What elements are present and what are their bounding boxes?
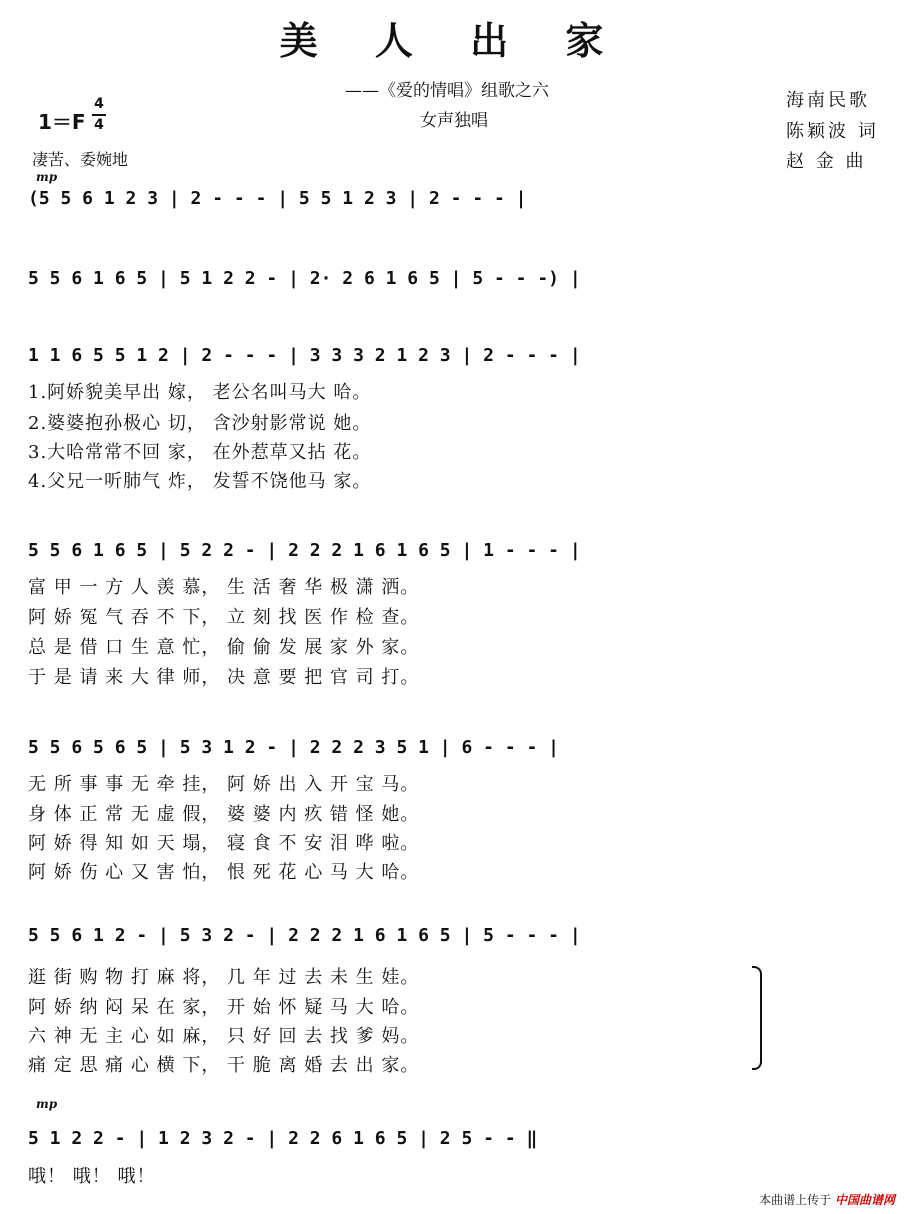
repeat-brace [752,966,762,1070]
lyric-line: 无 所 事 事 无 牵 挂， 阿 娇 出 入 开 宝 马。 [28,774,420,795]
key-signature: 1＝F [38,110,86,134]
credit-origin: 海南民歌 [786,90,870,111]
lyric-line: 阿 娇 伤 心 又 害 怕， 恨 死 花 心 马 大 哈。 [28,862,420,883]
lyric-line: 阿 娇 冤 气 吞 不 下， 立 刻 找 医 作 检 查。 [28,607,420,628]
notation-line: 5 5 6 1 6 5 | 5 1 2 2 - | 2· 2 6 1 6 5 | 5 - - -) | [28,268,581,289]
lyric-line: 阿 娇 纳 闷 呆 在 家， 开 始 怀 疑 马 大 哈。 [28,997,420,1018]
lyric-line: 六 神 无 主 心 如 麻， 只 好 回 去 找 爹 妈。 [28,1026,420,1047]
lyric-line: 富 甲 一 方 人 羡 慕， 生 活 奢 华 极 潇 洒。 [28,577,420,598]
lyric-line: 于 是 请 来 大 律 师， 决 意 要 把 官 司 打。 [28,667,420,688]
notation-line: (5 5 6 1 2 3 | 2 - - - | 5 5 1 2 3 | 2 - - - | [28,188,527,209]
subtitle: ——《爱的情唱》组歌之六 [345,81,549,101]
upload-credit: 本曲谱上传于 中国曲谱网 [759,1193,895,1207]
lyric-line: 4.父兄一听肺气 炸， 发誓不饶他马 家。 [28,471,372,492]
lyric-line: 逛 街 购 物 打 麻 将， 几 年 过 去 未 生 娃。 [28,967,420,988]
notation-line: 1 1 6 5 5 1 2 | 2 - - - | 3 3 3 2 1 2 3 | 2 - - - | [28,345,581,366]
dynamic-mark: mp [36,1097,58,1111]
page-title: 美 人 出 家 [279,18,626,63]
credit-composer: 赵 金 曲 [786,151,867,172]
notation-line: 5 5 6 1 6 5 | 5 2 2 - | 2 2 2 1 6 1 6 5 | 1 - - - | [28,540,581,561]
lyric-line: 总 是 借 口 生 意 忙， 偷 偷 发 展 家 外 家。 [28,637,420,658]
lyric-line: 哦！ 哦！ 哦！ [28,1166,156,1187]
expression-mark: 凄苦、委婉地 [32,150,129,169]
notation-line: 5 5 6 5 6 5 | 5 3 1 2 - | 2 2 2 3 5 1 | 6 - - - | [28,737,560,758]
site-logo[interactable]: 中国曲谱网 [834,1193,895,1207]
lyric-line: 阿 娇 得 知 如 天 塌， 寝 食 不 安 泪 哗 啦。 [28,833,420,854]
lyric-line: 痛 定 思 痛 心 横 下， 干 脆 离 婚 去 出 家。 [28,1055,420,1076]
notation-line: 5 5 6 1 2 - | 5 3 2 - | 2 2 2 1 6 1 6 5 | 5 - - - | [28,925,581,946]
lyric-line: 2.婆婆抱孙极心 切， 含沙射影常说 她。 [28,413,372,434]
lyric-line: 3.大哈常常不回 家， 在外惹草又拈 花。 [28,442,372,463]
time-signature: 4 4 [92,96,106,134]
notation-line: 5 1 2 2 - | 1 2 3 2 - | 2 2 6 1 6 5 | 2 5 - - ‖ [28,1128,538,1149]
singer: 女声独唱 [420,111,488,131]
credit-lyricist: 陈颖波 词 [786,121,879,142]
lyric-line: 1.阿娇貌美早出 嫁， 老公名叫马大 哈。 [28,382,372,403]
lyric-line: 身 体 正 常 无 虚 假， 婆 婆 内 疚 错 怪 她。 [28,804,420,825]
dynamic-mark: mp [36,170,58,184]
